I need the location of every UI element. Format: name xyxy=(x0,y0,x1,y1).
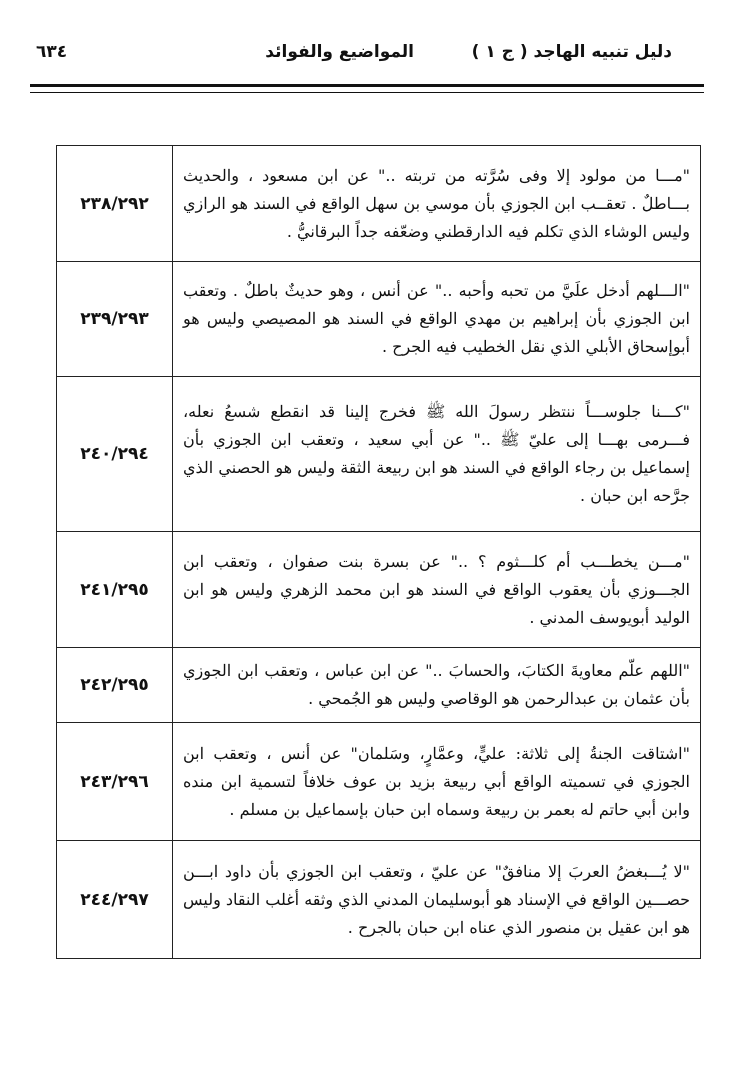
entry-ref: ٢٤٤/٢٩٧ xyxy=(57,841,173,959)
entry-ref: ٢٤٢/٢٩٥ xyxy=(57,648,173,723)
entry-ref: ٢٤٣/٢٩٦ xyxy=(57,723,173,841)
entry-ref: ٢٤١/٢٩٥ xyxy=(57,532,173,648)
page-header xyxy=(30,40,704,70)
table-row xyxy=(57,532,701,648)
section-title: المواضيع والفوائد xyxy=(265,42,414,62)
header-rule-thin xyxy=(30,92,704,93)
book-title: دليل تنبيه الهاجد ( ج ١ ) xyxy=(471,42,672,62)
entry-ref: ٢٣٨/٢٩٢ xyxy=(57,146,173,262)
table-row xyxy=(57,262,701,377)
table-row xyxy=(57,146,701,262)
table-row xyxy=(57,841,701,959)
entry-text: "كـــنا جلوســـاً ننتظر رسولَ الله ﷺ فخرج إلينا قد انقطع شسعُ نعله، فـــرمى بهـــا إلى عليّ ﷺ .." عن أبي سعيد ، وتعقب ابن الجوزي بأن إسماعيل بن رجاء الواقع في السند هو ابن ربيعة الثقة وليس هو الحصني الذي جرَّحه ابن حبان . xyxy=(173,377,701,532)
entry-text: "لا يُـــبغضُ العربَ إلا منافقٌ" عن عليّ ، وتعقب ابن الجوزي بأن داود ابـــن حصـــين الواقع في الإسناد هو أبوسليمان المدني الذي وثقه أغلب النقاد وليس هو ابن عقيل بن منصور الذي عناه ابن حبان بالجرح . xyxy=(173,841,701,959)
entry-text: "مـــا من مولود إلا وفى سُرَّته من تربته .." عن ابن مسعود ، والحديث بـــاطلٌ . تعقــب ابن الجوزي بأن موسي بن سهل الواقع في السند هو الرازي وليس الوشاء الذي تكلم فيه الدارقطني وضعّفه جداً البرقانيُّ . xyxy=(173,146,701,262)
header-rule-thick xyxy=(30,84,704,87)
page-number: ٦٣٤ xyxy=(36,42,68,62)
entries-table xyxy=(56,145,701,959)
entry-text: "الـــلهم أدخل علَيَّ من تحبه وأحبه .." عن أنس ، وهو حديثٌ باطلٌ . وتعقب ابن الجوزي بأن إبراهيم بن مهدي الواقع في السند هو المصيصي وليس هو أبوإسحاق الأبلي الذي نقل الخطيب فيه الجرح . xyxy=(173,262,701,377)
table-row xyxy=(57,377,701,532)
entry-ref: ٢٣٩/٢٩٣ xyxy=(57,262,173,377)
entry-ref: ٢٤٠/٢٩٤ xyxy=(57,377,173,532)
entry-text: "اشتاقت الجنةُ إلى ثلاثة: عليٍّ، وعمَّارٍ، وسَلمان" عن أنس ، وتعقب ابن الجوزي في تسميته الواقع أبي ربيعة بزيد بن عوف خلافاً لتسمية ابن منده وابن أبي حاتم له بعمر بن ربيعة وسماه ابن حبان بإسماعيل بن مسلم . xyxy=(173,723,701,841)
table-row xyxy=(57,723,701,841)
entry-text: "مـــن يخطـــب أم كلـــثوم ؟ .." عن بسرة بنت صفوان ، وتعقب ابن الجـــوزي بأن يعقوب الواقع في السند هو ابن محمد الزهري وليس هو ابن الوليد أبويوسف المدني . xyxy=(173,532,701,648)
entry-text: "اللهم علّم معاويةَ الكتابَ، والحسابَ .." عن ابن عباس ، وتعقب ابن الجوزي بأن عثمان بن عبدالرحمن هو الوقاصي وليس هو الجُمحي . xyxy=(173,648,701,723)
table-row xyxy=(57,648,701,723)
